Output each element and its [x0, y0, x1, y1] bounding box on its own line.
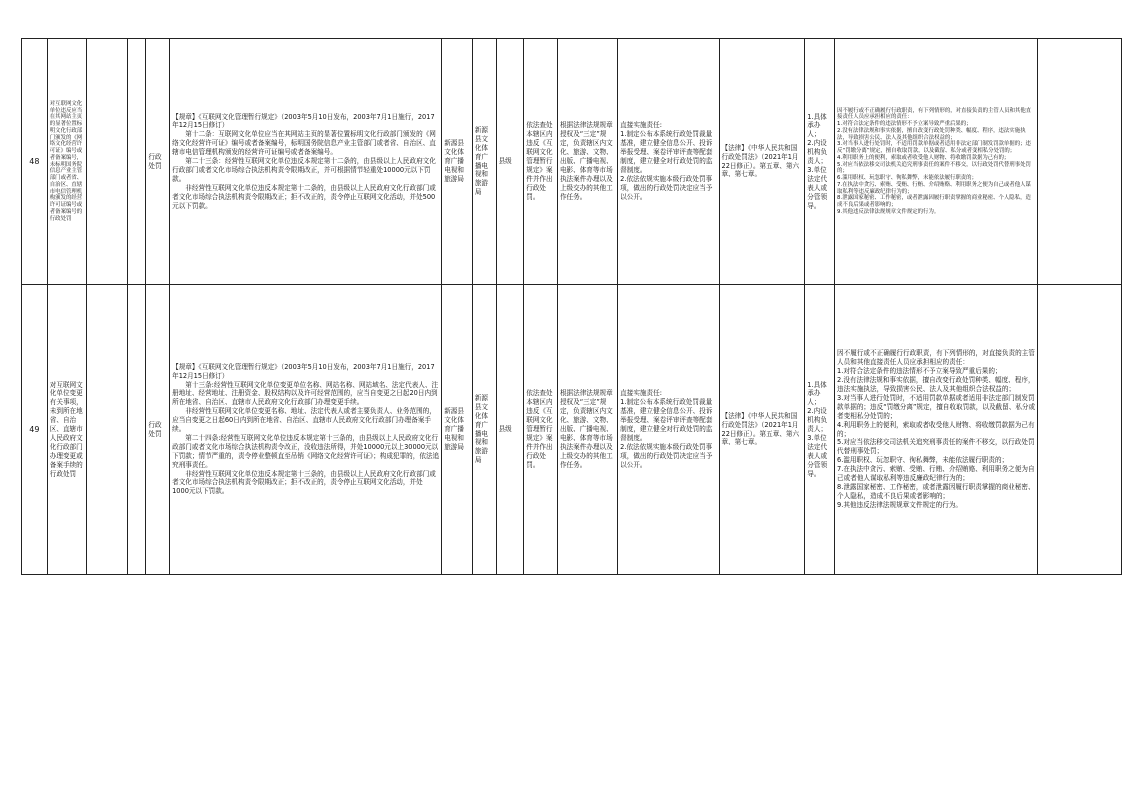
- subject-line: 1.具体承办人；: [807, 112, 827, 139]
- circumstance-line: 9.其他违反法律法规规章文件规定的行为。: [837, 500, 963, 509]
- empty-cell: [127, 39, 146, 285]
- circumstance-line: 4.利用职务上的便利，索取或者收受他人财物、将收缴罚款据为己有的；: [837, 420, 1035, 438]
- implementation: [618, 39, 719, 285]
- accountability-basis: 【法律】《中华人民共和国行政处罚法》（2021年1月22日修正）。第五章、第六章、第七章。: [719, 285, 805, 575]
- circumstance-line: 1.对符合法定条件的违法情形不予立案导致严重后果的；: [837, 367, 1002, 376]
- implementation-line: 直接实施责任:: [620, 121, 662, 130]
- empty-cell: [87, 285, 127, 575]
- circumstance-line: 3.对当事人进行处罚时，不适用罚款单据或者适用非法定部门制发罚款单据的；违反“罚缴分离”规定，擅自收取罚款，以及截留、私分或者变相私分处罚的；: [837, 393, 1036, 420]
- item-name: 对互联网文化单位变更有关事项，未到所在地省、自治区、直辖市人民政府文化行政部门办理变更或备案手续的行政处罚: [47, 285, 87, 575]
- circumstance-line: 7.在执法中贪污、索贿、受贿、行贿、介绍贿赂、利用职务之便为自己或者他人谋取私利等违反廉政纪律行为的；: [837, 181, 1031, 195]
- circumstance-line: 9.其他违反法律法规规章文件规定的行为。: [837, 208, 940, 215]
- circumstance-line: 因不履行或不正确履行行政职责，有下列情形的，对直接负责的主管人员和其他直接责任人员应承担相应的责任：: [837, 107, 1032, 121]
- accountable-subjects: [805, 285, 835, 575]
- department: 新源县文化体育广播电视和旅游局: [442, 39, 473, 285]
- implementation: [618, 285, 719, 575]
- circumstance-line: 5.对应当依法移交司法机关追究刑事责任的案件不移交，以行政处罚代替刑事处罚的；: [837, 161, 1031, 175]
- circumstance-line: 因不履行或不正确履行行政职责，有下列情形的，对直接负责的主管人员和其他直接责任人员应承担相应的责任：: [837, 349, 1035, 367]
- subject-line: 1.具体承办人；: [807, 380, 827, 407]
- accountability-basis: 【法律】《中华人民共和国行政处罚法》（2021年1月22日修正）。第五章、第六章、第七章。: [719, 39, 805, 285]
- legal-basis-line: 非经营性互联网文化单位违反本规定第十二条的，由县级以上人民政府文化行政部门或者文化市场综合执法机构责令限期改正；拒不改正的，责令停止互联网文化活动，并处500元以下罚款。: [172, 183, 436, 210]
- row-number: 49: [22, 285, 48, 575]
- legal-basis: [170, 39, 442, 285]
- circumstance-line: 4.利用职务上的便利，索取或者收受他人财物、将收缴罚款据为己有的；: [837, 154, 1010, 161]
- legal-basis-line: 第十二条：互联网文化单位应当在其网站主页的显著位置标明文化行政部门颁发的《网络文化经营许可证》编号或者备案编号，标明国务院信息产业主管部门或者省、自治区、直辖市电信管理机构颁发的经营许可证编号或者备案编号。: [172, 130, 436, 157]
- empty-cell: [127, 285, 146, 575]
- empty-cell: [87, 39, 127, 285]
- item-category: 行政处罚: [146, 285, 170, 575]
- legal-basis-line: 非经营性互联网文化单位变更名称、地址、法定代表人或者主要负责人、业务范围的，应当自变更之日起60日内到所在地省、自治区、直辖市人民政府文化行政部门办理备案手续。: [172, 407, 436, 434]
- agency: 新源县文化体育广播电视和旅游局: [472, 39, 496, 285]
- legal-basis-line: 【规章】《互联网文化管理暂行规定》（2003年5月10日发布，2003年7月1日施行，2017年12月15日修订）: [172, 362, 435, 380]
- power-list-table: [21, 38, 1122, 575]
- subject-line: 2.内设机构负责人；: [807, 407, 828, 434]
- circumstance-line: 1.对符合法定条件的违法情形不予立案导致严重后果的；: [837, 121, 972, 127]
- item-name: 对互联网文化单位违反应当在其网站主页的显著位置标明文化行政部门颁发的《网络文化经营许可证》编号或者备案编号，未标明国务院信息产业主管部门或者省、自治区、直辖市电信管理机构颁发的经营许可证编号或者备案编号的行政处罚: [47, 39, 87, 285]
- circumstance-line: 3.对当事人进行处罚时，不适用罚款单据或者适用非法定部门制发罚款单据的；违反“罚缴分离”规定，擅自收取罚款，以及截留、私分或者变相私分处罚的；: [837, 141, 1031, 154]
- empty-cell: [1038, 39, 1122, 285]
- empty-cell: [1038, 285, 1122, 575]
- department: 新源县文化体育广播电视和旅游局: [442, 285, 473, 575]
- implementation-line: 1.制定公布本系统行政处罚裁量基准，建立健全信息公开、投诉举报受理、案卷评审评查等配套制度，建立健全对行政处罚的监督制度。: [620, 130, 713, 174]
- legal-basis-line: 第十三条:经营性互联网文化单位变更单位名称、网站名称、网站域名、法定代表人、注册地址、经营地址、注册资金、股权结构以及许可经营范围的，应当自变更之日起20日内到所在地省、自治区、直辖市人民政府文化行政部门办理变更手续。: [172, 380, 439, 407]
- subject-line: 3.单位法定代表人或分管领导。: [807, 433, 828, 478]
- circumstances: [835, 39, 1038, 285]
- circumstance-line: 6.滥用职权、玩忽职守、徇私舞弊，未能依法履行职责的；: [837, 456, 1009, 465]
- legal-basis-line: 非经营性互联网文化单位违反本规定第十三条的，由县级以上人民政府文化行政部门或者文化市场综合执法机构责令限期改正；拒不改正的，责令停止互联网文化活动，并处1000元以下罚款。: [172, 469, 436, 496]
- accountable-subjects: [805, 39, 835, 285]
- subject-line: 2.内设机构负责人；: [807, 139, 828, 166]
- implementation-line: 1.制定公布本系统行政处罚裁量基准，建立健全信息公开、投诉举报受理、案卷评审评查等配套制度，建立健全对行政处罚的监督制度。: [620, 398, 713, 442]
- circumstance-line: 6.滥用职权、玩忽职守、徇私舞弊，未能依法履行职责的；: [837, 175, 977, 181]
- circumstance-line: 5.对应当依法移交司法机关追究刑事责任的案件不移交，以行政处罚代替刑事处罚；: [837, 438, 1035, 456]
- item-category: 行政处罚: [146, 39, 170, 285]
- implementation-line: 2.依法依规实施本级行政处罚事项，做出的行政处罚决定应当予以公开。: [620, 442, 713, 469]
- circumstance-line: 8.泄露国家秘密、工作秘密，或者泄露因履行职责掌握的商业秘密、个人隐私，造成不良后果或者影响的；: [837, 195, 1031, 208]
- subject-line: 3.单位法定代表人或分管领导。: [807, 165, 828, 210]
- legal-basis-line: 第二十四条:经营性互联网文化单位违反本规定第十三条的，由县级以上人民政府文化行政部门或者文化市场综合执法机构责令改正，没收违法所得，并处10000元以上30000元以下罚款；情节严重的，责令停业整顿直至吊销《网络文化经营许可证》；构成犯罪的，依法追究刑事责任。: [172, 433, 440, 469]
- legal-basis: [170, 285, 442, 575]
- row-number: 48: [22, 39, 48, 285]
- circumstance-line: 8.泄露国家秘密、工作秘密，或者泄露因履行职责掌握的商业秘密、个人隐私，造成不良后果或者影响的；: [837, 482, 1035, 500]
- table-row: [22, 285, 1122, 575]
- circumstance-line: 7.在执法中贪污、索贿、受贿、行贿、介绍贿赂、利用职务之便为自己或者他人谋取私利等违反廉政纪律行为的；: [837, 465, 1035, 482]
- agency: 新源县文化体育广播电视和旅游局: [472, 285, 496, 575]
- implementation-line: 2.依法依规实施本级行政处罚事项，做出的行政处罚决定应当予以公开。: [620, 174, 713, 201]
- circumstance-line: 2.没有法律法规和事实依据，擅自改变行政处罚种类、幅度、程序，违法实施执法，导致损害公民、法人及其他组织合法权益的；: [837, 127, 1026, 141]
- legal-basis-line: 第二十三条：经营性互联网文化单位违反本规定第十二条的，由县级以上人民政府文化行政部门或者文化市场综合执法机构责令限期改正，并可根据情节轻重处10000元以下罚款。: [172, 157, 436, 183]
- responsibility-scope: 根据法律法规规章授权及“三定”规定，负责辖区内文化、旅游、文物、出版、广播电视、电影、体育等市场执法案件办理以及上级交办的其他工作任务。: [557, 39, 617, 285]
- implementation-line: 直接实施责任:: [620, 389, 662, 398]
- table-row: [22, 39, 1122, 285]
- circumstances: [835, 285, 1038, 575]
- responsibility-subject: 依法查处本辖区内违反《互联网文化管理暂行规定》案件并作出行政处罚。: [524, 39, 558, 285]
- level: 县级: [496, 285, 524, 575]
- circumstance-line: 2.没有法律法规和事实依据，擅自改变行政处罚种类、幅度、程序，违法实施执法，导致损害公民、法人及其他组织合法权益的；: [837, 376, 1035, 394]
- responsibility-subject: 依法查处本辖区内违反《互联网文化管理暂行规定》案件并作出行政处罚。: [524, 285, 558, 575]
- legal-basis-line: 【规章】《互联网文化管理暂行规定》（2003年5月10日发布，2003年7月1日施行，2017年12月15日修订）: [172, 112, 435, 130]
- level: 县级: [496, 39, 524, 285]
- responsibility-scope: 根据法律法规规章授权及“三定”规定，负责辖区内文化、旅游、文物、出版、广播电视、电影、体育等市场执法案件办理以及上级交办的其他工作任务。: [557, 285, 617, 575]
